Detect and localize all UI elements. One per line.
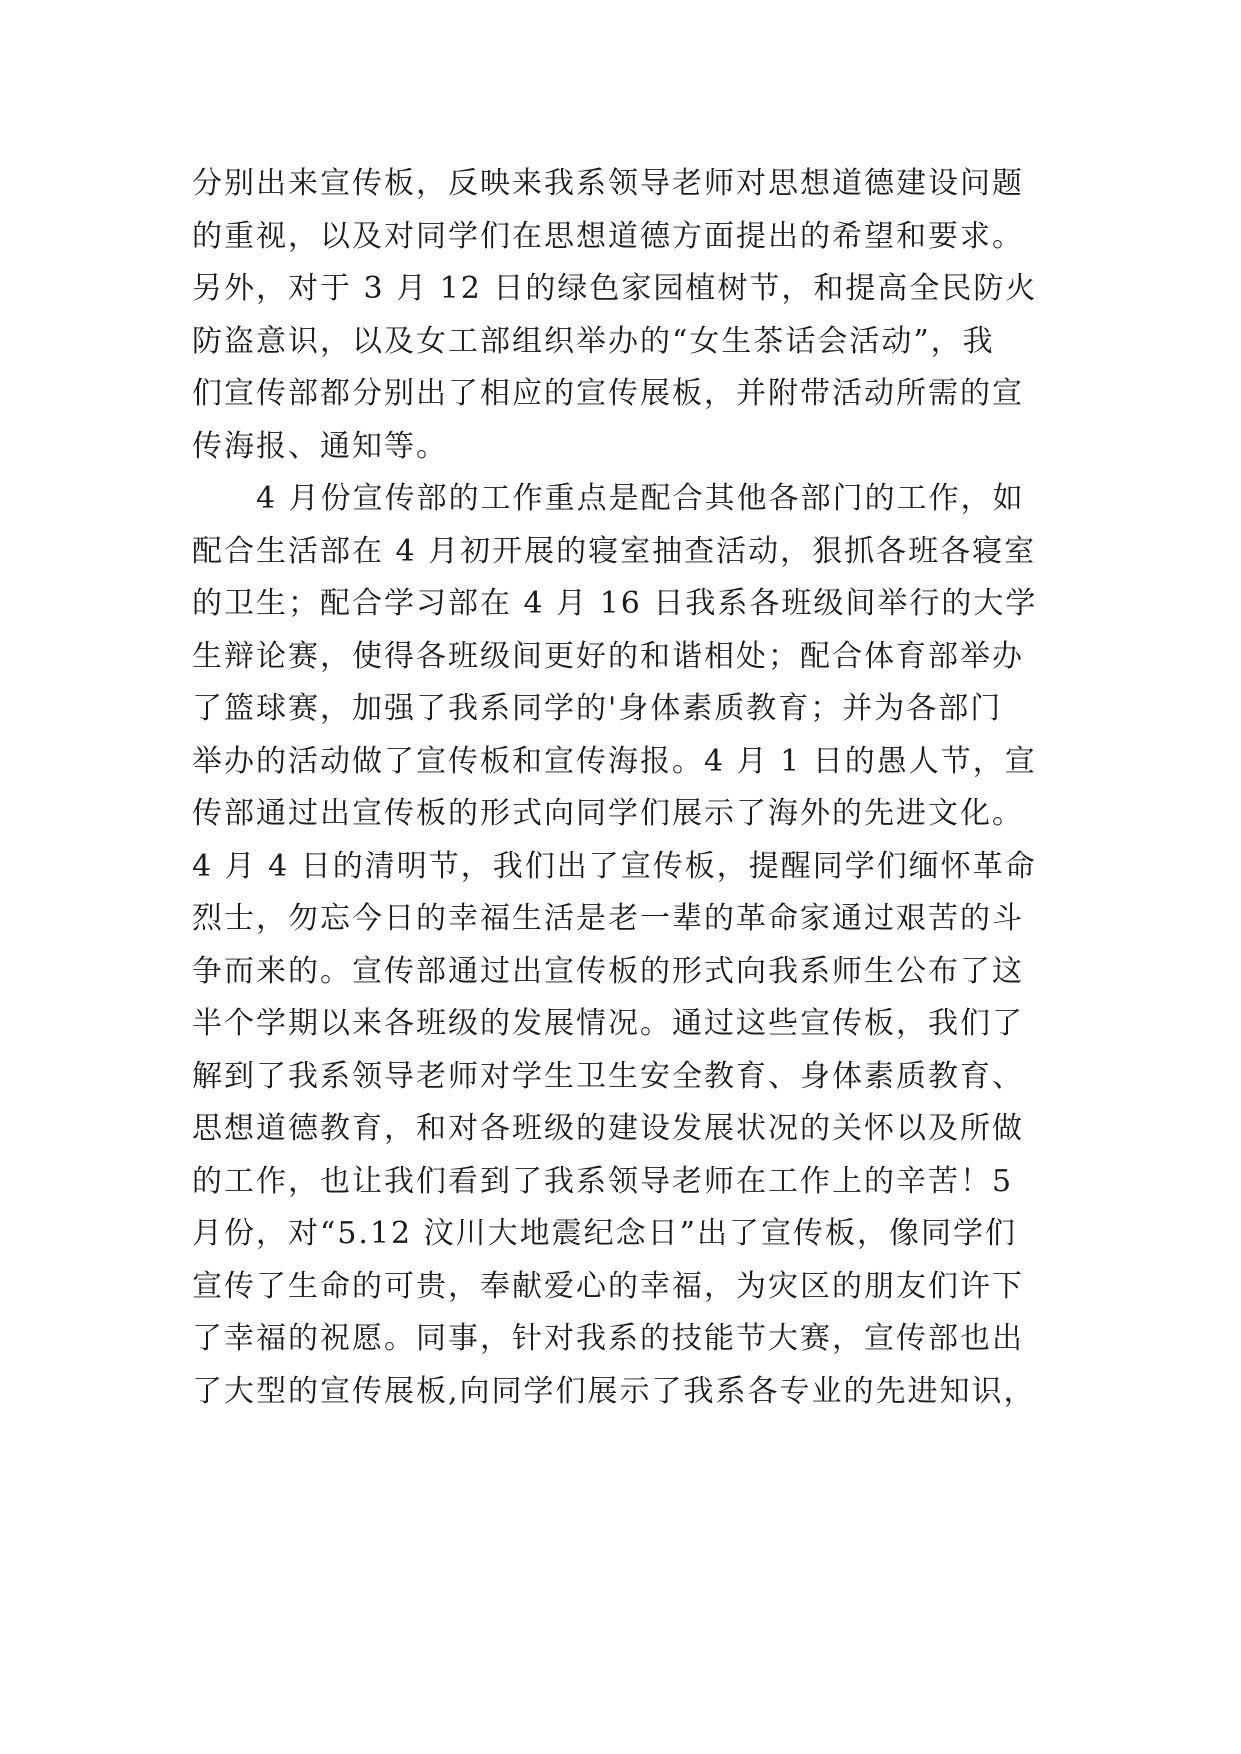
document-body bbox=[192, 158, 1052, 1418]
text-line: 4 月 4 日的清明节，我们出了宣传板，提醒同学们缅怀革命 bbox=[192, 848, 1037, 884]
text-line: 配合生活部在 4 月初开展的寝室抽查活动，狠抓各班各寝室 bbox=[192, 533, 1037, 569]
text-line: 举办的活动做了宣传板和宣传海报。4 月 1 日的愚人节，宣 bbox=[192, 743, 1037, 779]
text-line: 解到了我系领导老师对学生卫生安全教育、身体素质教育、 bbox=[192, 1058, 1024, 1094]
text-line: 宣传了生命的可贵，奉献爱心的幸福，为灾区的朋友们许下 bbox=[192, 1268, 1024, 1304]
text-line: 生辩论赛，使得各班级间更好的和谐相处；配合体育部举办 bbox=[192, 638, 1024, 674]
text-line: 的卫生；配合学习部在 4 月 16 日我系各班级间举行的大学 bbox=[192, 586, 1038, 621]
text-line: 争而来的。宣传部通过出宣传板的形式向我系师生公布了这 bbox=[192, 953, 1024, 989]
text-line: 防盗意识，以及女工部组织举办的“女生茶话会活动”，我 bbox=[192, 323, 995, 359]
text-line: 了大型的宣传展板,向同学们展示了我系各专业的先进知识， bbox=[192, 1373, 1036, 1409]
text-line: 了篮球赛，加强了我系同学的'身体素质教育；并为各部门 bbox=[192, 691, 1003, 726]
text-line: 的工作，也让我们看到了我系领导老师在工作上的辛苦！5 bbox=[192, 1163, 1014, 1199]
text-line: 月份，对“5.12 汶川大地震纪念日”出了宣传板，像同学们 bbox=[192, 1216, 1018, 1251]
text-line: 半个学期以来各班级的发展情况。通过这些宣传板，我们了 bbox=[192, 1006, 1024, 1041]
text-line: 们宣传部都分别出了相应的宣传展板，并附带活动所需的宣 bbox=[192, 376, 1024, 411]
text-line: 了幸福的祝愿。同事，针对我系的技能节大赛，宣传部也出 bbox=[192, 1321, 1024, 1356]
text-line: 思想道德教育，和对各班级的建设发展状况的关怀以及所做 bbox=[192, 1111, 1024, 1146]
text-line: 4 月份宣传部的工作重点是配合其他各部门的工作，如 bbox=[192, 481, 1025, 516]
text-line: 分别出来宣传板，反映来我系领导老师对思想道德建设问题 bbox=[192, 166, 1024, 201]
text-line: 的重视，以及对同学们在思想道德方面提出的希望和要求。 bbox=[192, 218, 1024, 254]
text-line: 传部通过出宣传板的形式向同学们展示了海外的先进文化。 bbox=[192, 796, 1024, 831]
text-line: 传海报、通知等。 bbox=[192, 428, 448, 464]
text-line: 烈士，勿忘今日的幸福生活是老一辈的革命家通过艰苦的斗 bbox=[192, 901, 1024, 936]
text-line: 另外，对于 3 月 12 日的绿色家园植树节，和提高全民防火 bbox=[192, 271, 1038, 306]
